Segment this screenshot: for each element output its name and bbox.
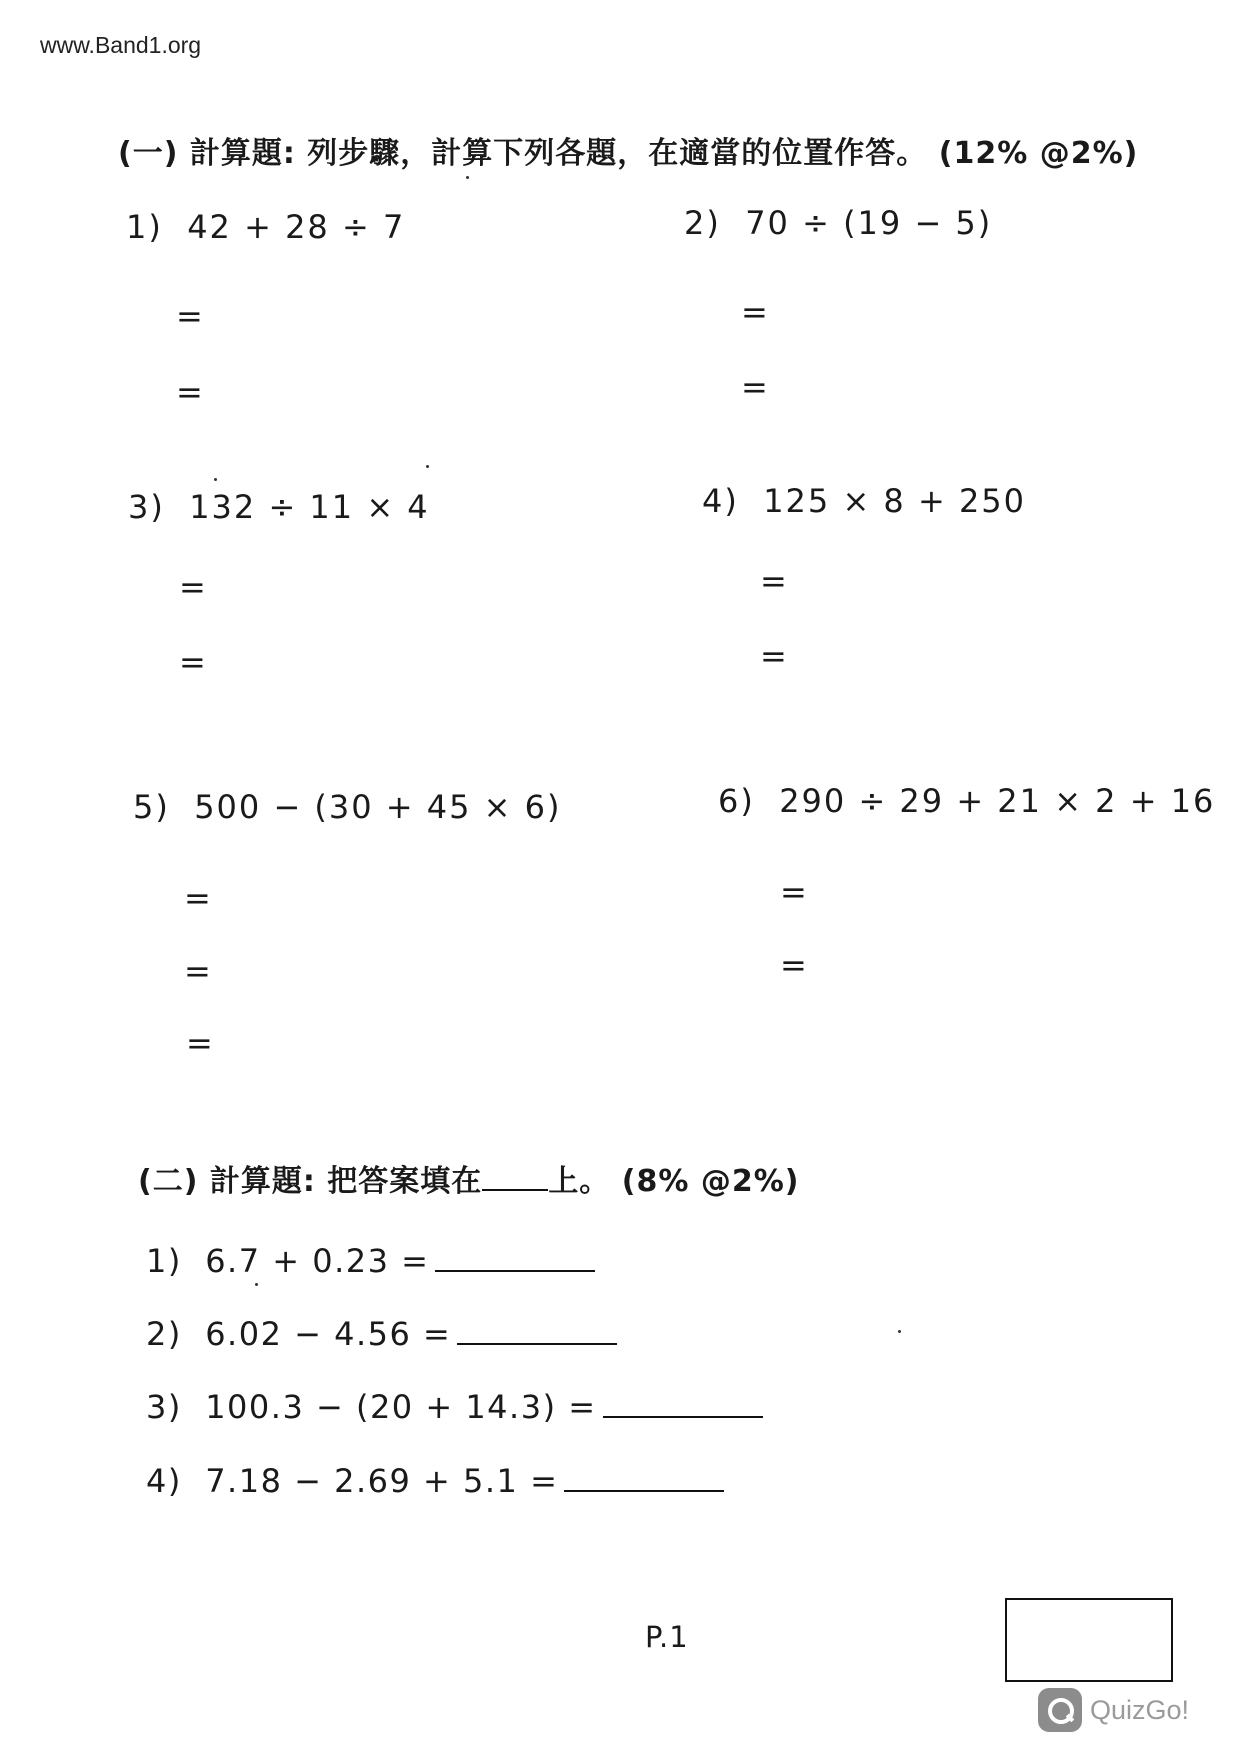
- problem-2: [684, 204, 992, 242]
- problem-1-expression: 42 + 28 ÷ 7: [187, 208, 406, 246]
- fill-item-4: [146, 1460, 724, 1500]
- problem-3-expression: 132 ÷ 11 × 4: [189, 488, 430, 526]
- quizgo-brand-text: QuizGo!: [1090, 1694, 1190, 1725]
- problem-4-label: 4): [702, 482, 739, 520]
- answer-blank-1[interactable]: [435, 1240, 595, 1272]
- fill-item-3-label: 3): [146, 1388, 182, 1426]
- problem-6-step-2: =: [780, 946, 807, 984]
- problem-5-step-1: =: [184, 879, 211, 917]
- problem-5-expression: 500 − (30 + 45 × 6): [194, 788, 562, 826]
- answer-blank-4[interactable]: [564, 1460, 724, 1492]
- problem-2-step-2: =: [741, 368, 768, 406]
- fill-item-4-expression: 7.18 − 2.69 + 5.1 =: [205, 1462, 559, 1500]
- quizgo-logo-icon: [1038, 1688, 1082, 1732]
- fill-item-3-expression: 100.3 − (20 + 14.3) =: [205, 1388, 597, 1426]
- problem-2-step-1: =: [741, 293, 768, 331]
- answer-blank-3[interactable]: [603, 1386, 763, 1418]
- fill-item-4-label: 4): [146, 1462, 182, 1500]
- problem-6-expression: 290 ÷ 29 + 21 × 2 + 16: [779, 782, 1216, 820]
- section2-heading: [138, 1156, 800, 1200]
- fill-item-3: [146, 1386, 763, 1426]
- problem-4-step-2: =: [760, 637, 787, 675]
- problem-5-step-3: =: [186, 1024, 213, 1062]
- fill-item-2: [146, 1313, 617, 1353]
- fill-item-1-expression: 6.7 + 0.23 =: [205, 1242, 430, 1280]
- problem-4-expression: 125 × 8 + 250: [763, 482, 1027, 520]
- problem-4-step-1: =: [760, 562, 787, 600]
- problem-5-label: 5): [133, 788, 170, 826]
- fill-item-1: [146, 1240, 595, 1280]
- problem-1-step-1: =: [176, 297, 203, 335]
- scan-speck: [426, 465, 429, 468]
- problem-5: [133, 788, 562, 826]
- heading-blank-line: [482, 1165, 548, 1191]
- problem-2-expression: 70 ÷ (19 − 5): [745, 204, 993, 242]
- problem-6-label: 6): [718, 782, 755, 820]
- fill-item-2-expression: 6.02 − 4.56 =: [205, 1315, 452, 1353]
- problem-6-step-1: =: [780, 873, 807, 911]
- page-number: P.1: [645, 1620, 689, 1654]
- scan-speck: [898, 1330, 901, 1333]
- problem-2-label: 2): [684, 204, 721, 242]
- answer-blank-2[interactable]: [457, 1313, 617, 1345]
- watermark-site-text: www.Band1.org: [40, 32, 202, 58]
- section2-heading-start: (二) 計算題: 把答案填在: [138, 1164, 483, 1199]
- problem-3-step-1: =: [179, 568, 206, 606]
- problem-5-step-2: =: [184, 952, 211, 990]
- quizgo-watermark: [1038, 1688, 1189, 1732]
- problem-1-label: 1): [126, 208, 163, 246]
- problem-6: [718, 782, 1215, 820]
- scan-speck: [255, 1283, 258, 1286]
- section1-heading: (一) 計算題: 列步驟，計算下列各題，在適當的位置作答。 (12% @2%): [118, 136, 1139, 171]
- problem-4: [702, 482, 1026, 520]
- section2-heading-end: 上。 (8% @2%): [548, 1164, 800, 1199]
- scan-speck: [466, 176, 469, 179]
- problem-3: [128, 488, 430, 526]
- problem-3-step-2: =: [179, 643, 206, 681]
- fill-item-2-label: 2): [146, 1315, 182, 1353]
- fill-item-1-label: 1): [146, 1242, 182, 1280]
- problem-1-step-2: =: [176, 373, 203, 411]
- problem-1: [126, 208, 405, 246]
- scan-speck: [214, 478, 217, 481]
- problem-3-label: 3): [128, 488, 165, 526]
- score-box[interactable]: [1005, 1598, 1173, 1682]
